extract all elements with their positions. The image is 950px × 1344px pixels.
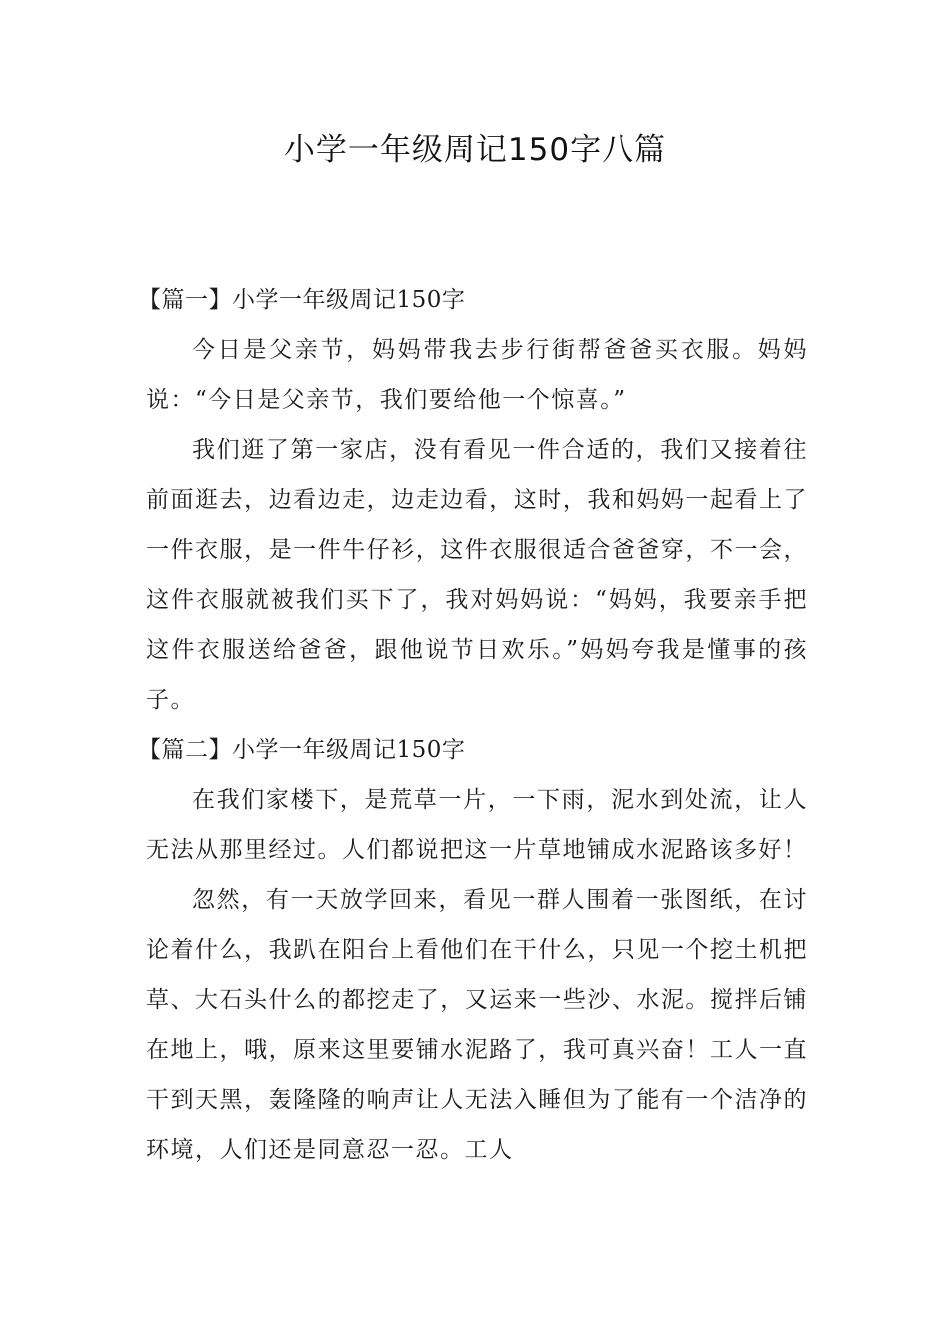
document-title: 小学一年级周记150字八篇 [283,132,667,168]
section-2-paragraph-1: 在我们家楼下，是荒草一片，一下雨，泥水到处流，让人无法从那里经过。人们都说把这一片草地铺成水泥路该多好！ [146,787,808,863]
document-body [138,275,808,1175]
section-heading-1: 【篇一】小学一年级周记150字 [138,287,466,313]
section-1-paragraph-2: 我们逛了第一家店，没有看见一件合适的，我们又接着往前面逛去，边看边走，边走边看，这时，我和妈妈一起看上了一件衣服，是一件牛仔衫，这件衣服很适合爸爸穿，不一会，这件衣服就被我们买下了，我对妈妈说：“妈妈，我要亲手把这件衣服送给爸爸，跟他说节日欢乐。”妈妈夸我是懂事的孩子。 [146,437,808,713]
section-1-paragraph-1: 今日是父亲节，妈妈带我去步行街帮爸爸买衣服。妈妈说：“今日是父亲节，我们要给他一个惊喜。” [146,337,808,413]
section-heading-2: 【篇二】小学一年级周记150字 [138,737,466,763]
section-2-paragraph-2: 忽然，有一天放学回来，看见一群人围着一张图纸，在讨论着什么，我趴在阳台上看他们在干什么，只见一个挖土机把草、大石头什么的都挖走了，又运来一些沙、水泥。搅拌后铺在地上，哦，原来这里要铺水泥路了，我可真兴奋！工人一直干到天黑，轰隆隆的响声让人无法入睡但为了能有一个洁净的环境，人们还是同意忍一忍。工人 [146,887,808,1163]
